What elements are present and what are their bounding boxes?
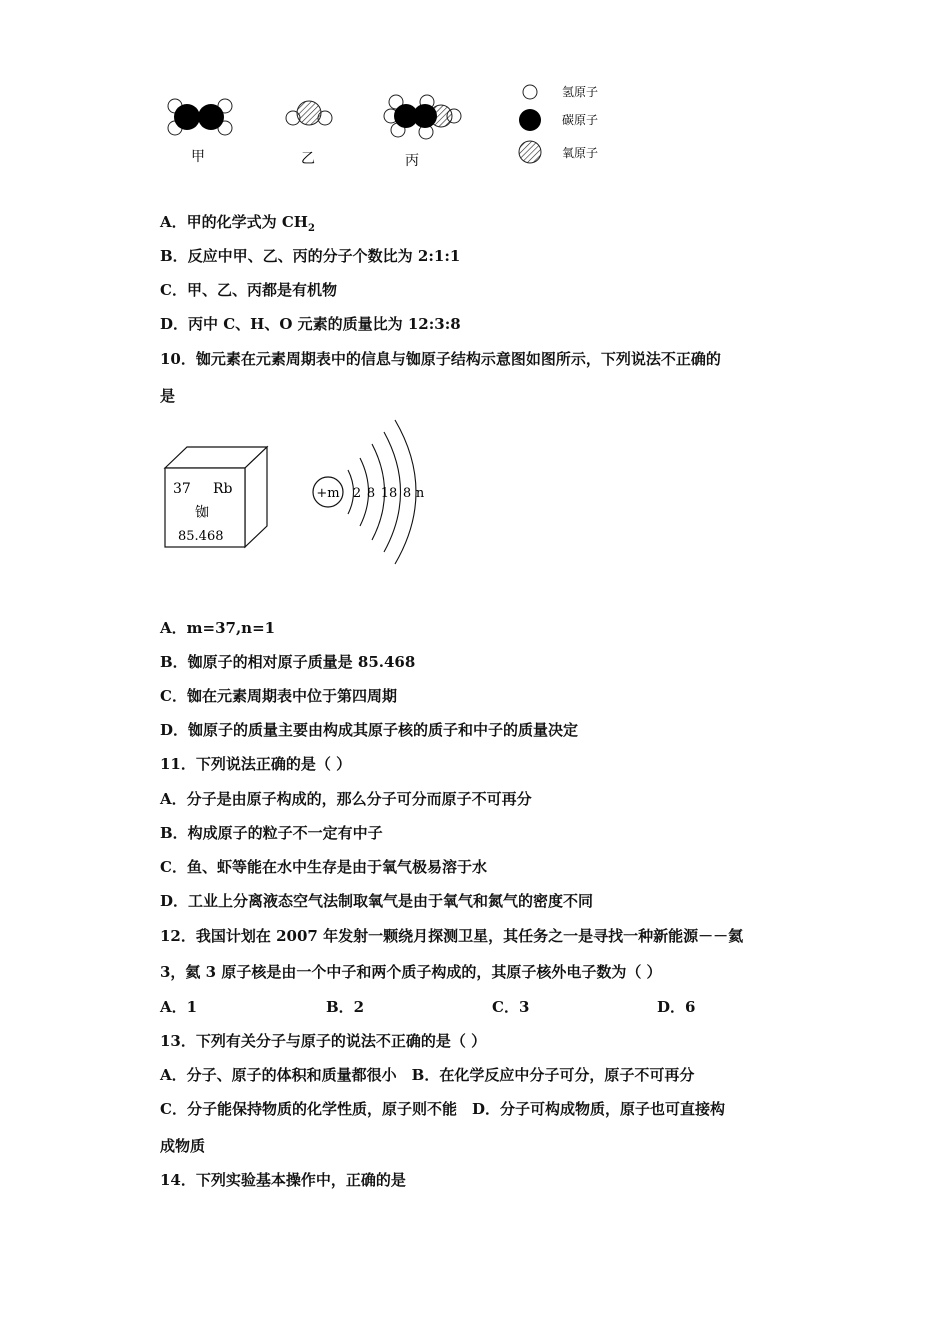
element-card [165,447,267,547]
q12-option-d: D．6 [657,998,696,1016]
element-atomic-number: 37 [173,481,191,497]
legend-oxygen-label: 氧原子 [562,146,599,160]
shell-3-electrons: 18 [380,486,398,501]
q12-option-a: A．1 [160,998,198,1016]
molecule-label-yi: 乙 [301,151,315,167]
q12-option-b: B．2 [326,998,365,1016]
q13-stem: 13．下列有关分子与原子的说法不正确的是（ ） [160,1032,487,1050]
q9-option-b: B．反应中甲、乙、丙的分子个数比为 2:1:1 [160,247,461,265]
q10-option-a: A．m=37,n=1 [160,619,276,637]
q10-stem-line2: 是 [160,387,176,405]
q14-stem: 14．下列实验基本操作中，正确的是 [160,1171,406,1189]
shell-1-electrons: 2 [352,486,362,501]
q9-option-d: D．丙中 C、H、O 元素的质量比为 12:3:8 [160,315,461,333]
element-symbol: Rb [213,481,233,497]
q11-option-a: A．分子是由原子构成的，那么分子可分而原子不可再分 [160,790,532,808]
q10-option-b: B．铷原子的相对原子质量是 85.468 [160,653,416,671]
q12-stem-line1: 12．我国计划在 2007 年发射一颗绕月探测卫星，其任务之一是寻找一种新能源－－氦 [160,927,744,945]
q12-option-c: C．3 [492,998,530,1016]
q11-option-c: C．鱼、虾等能在水中生存是由于氧气极易溶于水 [160,858,487,876]
shell-5-electrons: n [415,486,425,501]
q13-options-cd-cont: 成物质 [160,1137,206,1155]
q12-stem-line2: 3，氦 3 原子核是由一个中子和两个质子构成的，其原子核外电子数为（ ） [160,963,662,981]
q11-stem: 11．下列说法正确的是（ ） [160,755,352,773]
molecule-label-jia: 甲 [191,149,205,165]
molecule-bing-model [384,95,461,139]
shell-4-electrons: 8 [402,486,412,501]
q13-options-ab: A．分子、原子的体积和质量都很小 B．在化学反应中分子可分，原子不可再分 [160,1066,695,1084]
element-atomic-mass: 85.468 [178,529,224,544]
q11-option-b: B．构成原子的粒子不一定有中子 [160,824,383,842]
legend-hydrogen-label: 氢原子 [562,85,599,99]
q9-option-c: C．甲、乙、丙都是有机物 [160,281,337,299]
rubidium-figure [155,418,445,568]
molecule-jia-model [168,99,232,135]
legend-carbon-label: 碳原子 [562,113,599,127]
atom-structure-diagram [313,420,425,564]
hydrogen-atom-icon [523,85,537,99]
oxygen-atom-icon [519,141,541,163]
molecule-models-figure [155,82,625,177]
carbon-atom-icon [519,109,541,131]
shell-2-electrons: 8 [366,486,376,501]
q10-option-d: D．铷原子的质量主要由构成其原子核的质子和中子的质量决定 [160,721,579,739]
q13-options-cd: C．分子能保持物质的化学性质，原子则不能 D．分子可构成物质，原子也可直接构 [160,1100,725,1118]
molecule-yi-model [286,101,332,125]
molecule-label-bing: 丙 [405,153,419,169]
q11-option-d: D．工业上分离液态空气法制取氧气是由于氧气和氮气的密度不同 [160,892,594,910]
q10-stem-line1: 10．铷元素在元素周期表中的信息与铷原子结构示意图如图所示，下列说法不正确的 [160,350,721,368]
element-name: 铷 [195,505,209,521]
nucleus-label: +m [316,486,340,501]
q9-option-a: A．甲的化学式为 $CH_2$ [160,213,315,234]
q10-option-c: C．铷在元素周期表中位于第四周期 [160,687,397,705]
atom-legend [519,85,598,163]
